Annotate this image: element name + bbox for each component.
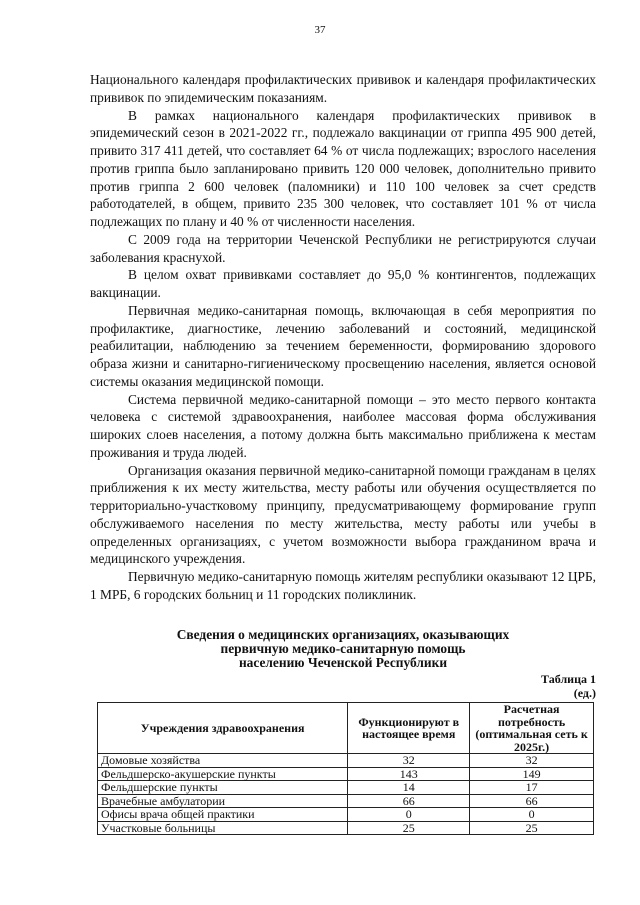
table-row bbox=[98, 808, 594, 822]
cell-institution: Фельдшерские пункты bbox=[98, 781, 348, 795]
cell-need: 149 bbox=[470, 767, 594, 781]
body-text bbox=[90, 71, 596, 604]
header-institutions: Учреждения здравоохранения bbox=[98, 703, 348, 754]
cell-need: 25 bbox=[470, 821, 594, 835]
table-header-row bbox=[98, 703, 594, 754]
table-row bbox=[98, 821, 594, 835]
header-estimated-need: Расчетная потребность (оптимальная сеть к 2025г.) bbox=[470, 703, 594, 754]
cell-need: 0 bbox=[470, 808, 594, 822]
cell-functioning: 14 bbox=[348, 781, 470, 795]
cell-functioning: 66 bbox=[348, 794, 470, 808]
paragraph-2: В рамках национального календаря профилактических прививок в эпидемический сезон в 2021-2022 гг., подлежало вакцинации от гриппа 495 900 детей, привито 317 411 детей, что составляет 64 % от числа подлежащих; взрослого населения против гриппа было запланировано привить 120 000 человек, дополнительно привито против гриппа 2 600 человек (паломники) и 110 100 человек за счет средств работодателей, в общем, привито 235 300 человек, что составляет 101 % от числа подлежащих по плану и 40 % от численности населения. bbox=[90, 107, 596, 229]
cell-need: 66 bbox=[470, 794, 594, 808]
cell-institution: Врачебные амбулатории bbox=[98, 794, 348, 808]
paragraph-8: Первичную медико-санитарную помощь жителям республики оказывают 12 ЦРБ, 1 МРБ, 6 городских больниц и 11 городских поликлиник. bbox=[90, 569, 596, 602]
paragraph-6: Система первичной медико-санитарной помощи – это место первого контакта человека с системой здравоохранения, наиболее массовая форма обслуживания широких слоев населения, а потому должна быть максимально приближена к местам проживания и труда людей. bbox=[90, 391, 596, 460]
table-title bbox=[90, 628, 596, 670]
table-number: Таблица 1 bbox=[541, 672, 596, 686]
cell-need: 32 bbox=[470, 754, 594, 768]
facilities-table bbox=[97, 702, 594, 835]
table-row bbox=[98, 794, 594, 808]
cell-institution: Офисы врача общей практики bbox=[98, 808, 348, 822]
table-section bbox=[90, 628, 596, 835]
paragraph-5: Первичная медико-санитарная помощь, включающая в себя мероприятия по профилактике, диагностике, лечению заболеваний и состояний, медицинской реабилитации, наблюдению за течением беременности, формированию здорового образа жизни и санитарно-гигиеническому просвещению населения, является основой системы оказания медицинской помощи. bbox=[90, 302, 596, 389]
cell-functioning: 0 bbox=[348, 808, 470, 822]
cell-institution: Участковые больницы bbox=[98, 821, 348, 835]
cell-functioning: 25 bbox=[348, 821, 470, 835]
table-row bbox=[98, 781, 594, 795]
table-row bbox=[98, 754, 594, 768]
paragraph-7: Организация оказания первичной медико-санитарной помощи гражданам в целях приближения к их месту жительства, месту работы или обучения осуществляется по территориально-участковому принципу, предусматривающему формирование групп обслуживаемого населения по месту жительства, месту работы или учебы в определенных организациях, с учетом возможности выбора гражданином врача и медицинского учреждения. bbox=[90, 462, 596, 567]
table-row bbox=[98, 767, 594, 781]
table-caption bbox=[90, 672, 596, 700]
paragraph-3: С 2009 года на территории Чеченской Республики не регистрируются случаи заболевания краснухой. bbox=[90, 231, 596, 265]
cell-institution: Фельдшерско-акушерские пункты bbox=[98, 767, 348, 781]
paragraph-1: Национального календаря профилактических прививок и календаря профилактических прививок по эпидемическим показаниям. bbox=[90, 72, 596, 105]
cell-functioning: 143 bbox=[348, 767, 470, 781]
table-title-line-2: первичную медико-санитарную помощь bbox=[220, 641, 466, 656]
cell-need: 17 bbox=[470, 781, 594, 795]
cell-functioning: 32 bbox=[348, 754, 470, 768]
table-title-line-3: населению Чеченской Республики bbox=[238, 655, 448, 670]
page-number: 37 bbox=[314, 24, 326, 36]
table-units: (ед.) bbox=[573, 686, 596, 700]
table-title-line-1: Сведения о медицинских организациях, оказывающих bbox=[176, 627, 510, 642]
header-functioning: Функционируют в настоящее время bbox=[348, 703, 470, 754]
paragraph-4: В целом охват прививками составляет до 95,0 % контингентов, подлежащих вакцинации. bbox=[90, 267, 596, 300]
cell-institution: Домовые хозяйства bbox=[98, 754, 348, 768]
